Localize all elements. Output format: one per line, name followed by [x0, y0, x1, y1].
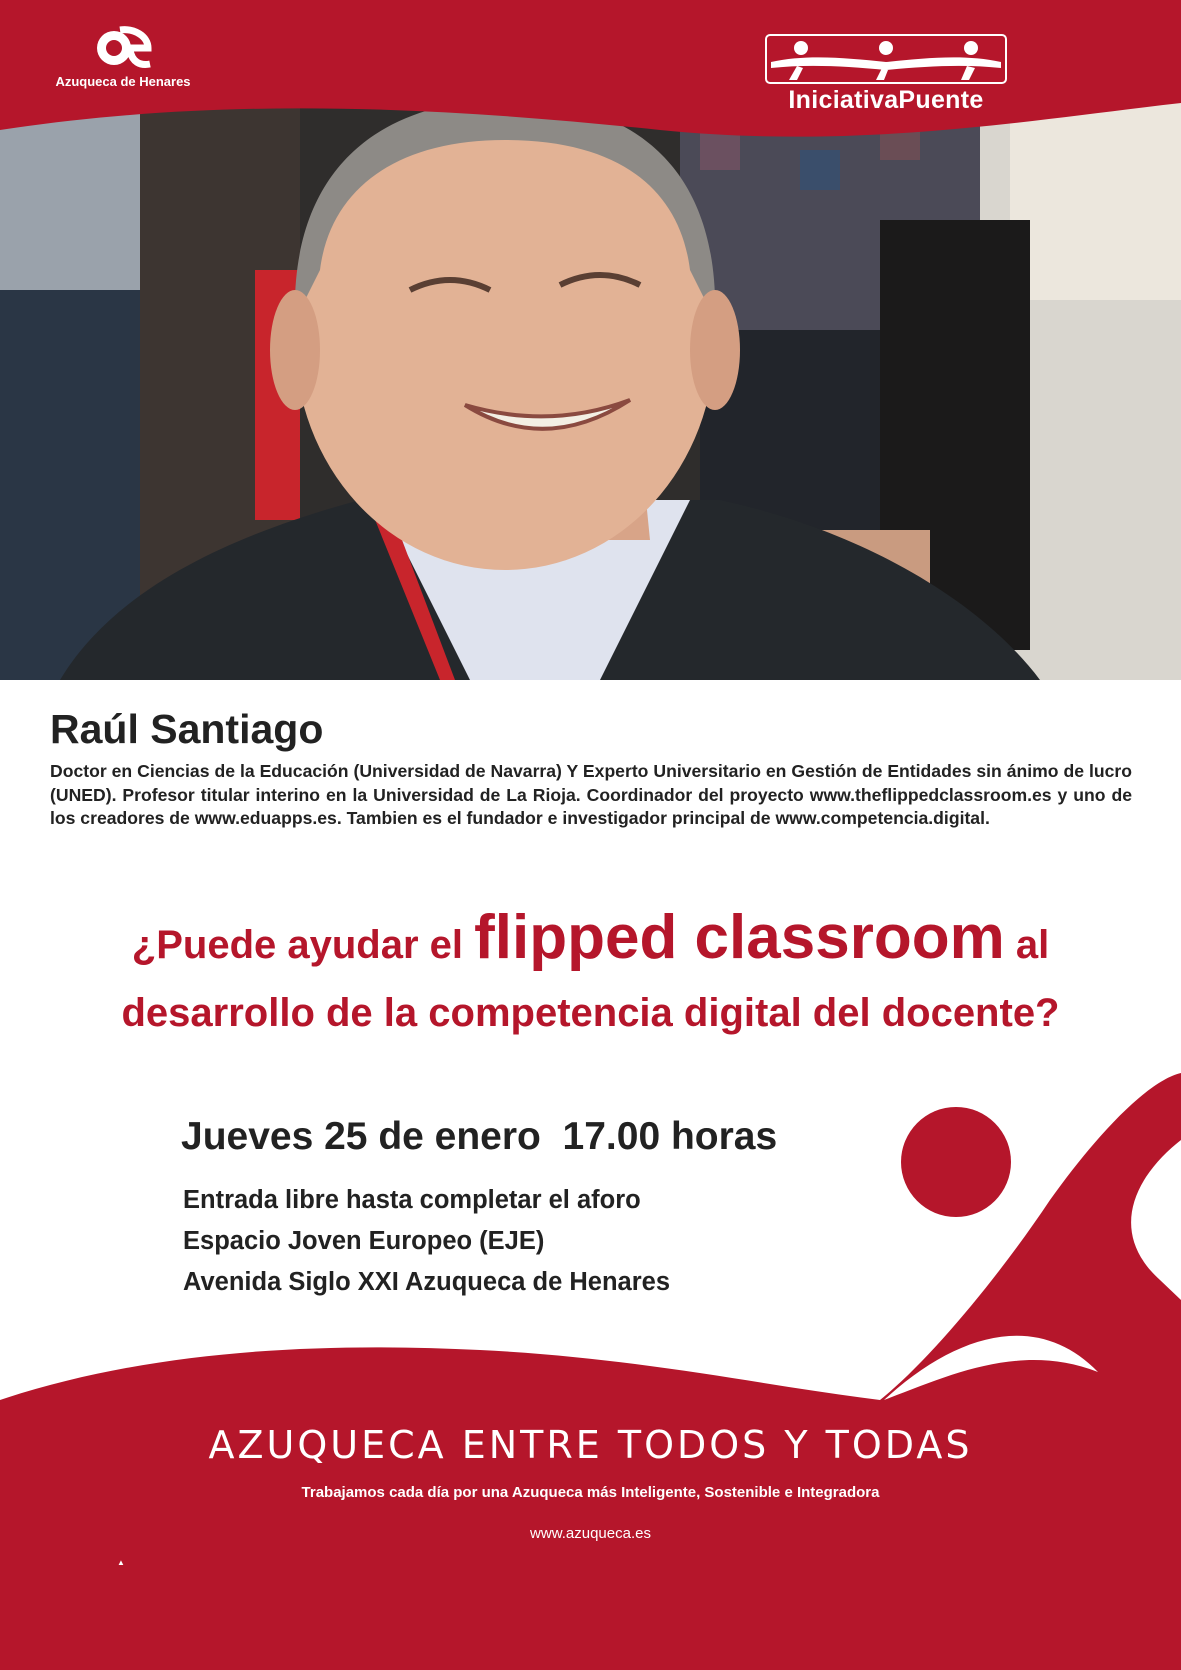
- footer-slogan: AZUQUECA ENTRE TODOS Y TODAS: [208, 1423, 973, 1467]
- footer-tagline: Trabajamos cada día por una Azuqueca más Inteligente, Sostenible e Integradora: [301, 1484, 880, 1501]
- event-detail-address: Avenida Siglo XXI Azuqueca de Henares: [183, 1268, 671, 1296]
- event-detail-entry: Entrada libre hasta completar el aforo: [183, 1186, 641, 1214]
- azuqueca-logo-text: Azuqueca de Henares: [55, 74, 191, 89]
- footer-website-link[interactable]: www.azuqueca.es: [530, 1525, 651, 1542]
- iniciativa-puente-logo: [763, 34, 1009, 115]
- event-details: [183, 1180, 670, 1303]
- talk-title-after: al: [1004, 923, 1050, 967]
- iniciativa-puente-text: IniciativaPuente: [788, 86, 984, 114]
- talk-title: [0, 900, 1181, 1043]
- talk-title-line-2: desarrollo de la competencia digital del docente?: [121, 991, 1060, 1035]
- footer-mark: ▲: [117, 1558, 125, 1567]
- speaker-photo-illustration: [0, 100, 1181, 680]
- azuqueca-logo: [48, 26, 198, 89]
- talk-title-highlight: flipped classroom: [474, 903, 1005, 972]
- speaker-bio: Doctor en Ciencias de la Educación (Universidad de Navarra) Y Experto Universitario en Gestión de Entidades sin ánimo de lucro (UNED). Profesor titular interino en la Universidad de La Rioja. Coordinador del proyecto www.theflippedclassroom.es y uno de los creadores de www.eduapps.es. Tambien es el fundador e investigador principal de www.competencia.digital.: [50, 761, 1132, 828]
- speaker-photo: [0, 100, 1181, 680]
- azuqueca-ae-logo-icon: [94, 26, 152, 70]
- talk-title-line-1: [0, 900, 1181, 983]
- talk-title-before: ¿Puede ayudar el: [131, 923, 475, 967]
- three-people-bridge-icon: [765, 34, 1007, 84]
- figure-head-circle: [901, 1107, 1011, 1217]
- event-date-time: Jueves 25 de enero 17.00 horas: [181, 1115, 778, 1158]
- speaker-name: Raúl Santiago: [50, 706, 324, 752]
- event-detail-venue: Espacio Joven Europeo (EJE): [183, 1227, 545, 1255]
